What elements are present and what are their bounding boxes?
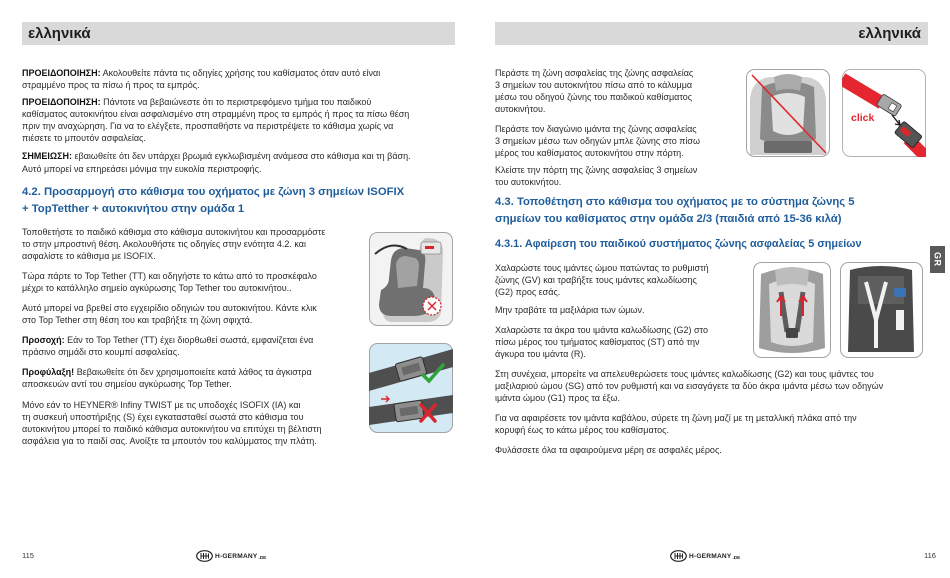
final-note-paragraph bbox=[22, 399, 321, 447]
language-tab-label: GR bbox=[932, 252, 943, 267]
section-heading-4-3 bbox=[495, 194, 855, 228]
text-line: Αυτό μπορεί να βρεθεί στο εγχειρίδιο οδηγιών του αυτοκινήτου. Κάντε κλικ bbox=[22, 303, 317, 313]
step-store bbox=[495, 444, 722, 456]
language-tab bbox=[930, 246, 945, 273]
step-loosen bbox=[495, 262, 709, 298]
left-page-language-title: ελληνικά bbox=[28, 25, 91, 42]
logo-emblem-icon bbox=[196, 550, 213, 562]
text-line: του αυτοκινήτου. bbox=[495, 177, 562, 187]
step-top-tether bbox=[22, 270, 317, 294]
step-release bbox=[495, 368, 883, 404]
text-line: άγκυρα του ιμάντα (R). bbox=[495, 349, 586, 359]
precaution-paragraph bbox=[22, 366, 312, 390]
text-line: αυτοκινήτου μπορεί το παιδικό κάθισμα αυτοκινήτου να επιτύχει τη βέλτιστη bbox=[22, 424, 322, 434]
page-number-right: 116 bbox=[924, 551, 936, 560]
brand-logo-right bbox=[670, 550, 740, 562]
text-line: πιέσετε το μπουτόν ασφαλείας. bbox=[22, 133, 146, 143]
left-page-header-bar bbox=[22, 22, 455, 45]
text-line bbox=[22, 96, 409, 108]
text-line: μέσω του οδηγού ζώνης του παιδικού καθίσματος bbox=[495, 92, 693, 102]
text-line: ασφάλεια για το παιδί σας. Ανοίξτε τα μπουτόν του καλύμματος την πλάτη. bbox=[22, 436, 317, 446]
page-number-left: 115 bbox=[22, 551, 34, 560]
heading-line: 4.2. Προσαρμογή στο κάθισμα του οχήματος με ζώνη 3 σημείων ISOFIX bbox=[22, 186, 405, 198]
section-heading-4-2 bbox=[22, 184, 404, 218]
step-close-buckle bbox=[495, 164, 697, 188]
logo-emblem-icon bbox=[670, 550, 687, 562]
warning-label: ΠΡΟΕΙΔΟΠΟΙΗΣΗ: bbox=[22, 68, 101, 78]
text-line: Χαλαρώστε τους ιμάντες ώμου πατώντας το ρυθμιστή bbox=[495, 263, 709, 273]
step-crotch bbox=[495, 412, 857, 436]
text-line-content: Ακολουθείτε πάντα τις οδηγίες χρήσης του καθίσματος όταν αυτό είναι bbox=[102, 68, 381, 78]
text-line: 3 σημείων μέσω των οδηγών μπλε ζώνης στο πίσω bbox=[495, 136, 700, 146]
illustration-top-tether bbox=[369, 232, 453, 326]
logo-text: H-GERMANY bbox=[215, 552, 258, 560]
text-line: Μόνο εάν το HEYNER® Infiny TWIST με τις υποδοχές ISOFIX (IA) και bbox=[22, 400, 301, 410]
step-loosen-ends bbox=[495, 324, 708, 360]
text-line: Στη συνέχεια, μπορείτε να απελευθερώσετε τους ιμάντες καλωδίωσης (G2) και τους ιμάντες του bbox=[495, 369, 874, 379]
text-line: μέχρι το κατάλληλο σημείο αγκύρωσης Top Tether του αυτοκινήτου.. bbox=[22, 283, 292, 293]
text-line: Κλείστε την πόρτη της ζώνης ασφαλείας 3 σημείων bbox=[495, 165, 698, 175]
text-line: 3 σημείων του αυτοκινήτου πίσω από το κάλυμμα bbox=[495, 80, 693, 90]
logo-text: H-GERMANY bbox=[689, 552, 732, 560]
heading-line: + TopTetther + αυτοκινήτου στην ομάδα 1 bbox=[22, 203, 245, 215]
text-line: Τώρα πάρτε το Top Tether (TT) και οδηγήστε το κάτω από το προσκέφαλο bbox=[22, 271, 317, 281]
logo-suffix: .DE bbox=[258, 554, 267, 560]
text-line-content: εβαιωθείτε ότι δεν υπάρχει βρωμιά εγκλωβισμένη ανάμεσα στο κάθισμα και τη βάση. bbox=[74, 151, 411, 161]
text-line: Μην τραβάτε τα μαξιλάρια των ώμων. bbox=[495, 305, 645, 315]
text-line: ιμάντα ώμου (G1) προς τα έξω. bbox=[495, 393, 621, 403]
note-paragraph bbox=[22, 150, 411, 175]
step-anchor bbox=[22, 302, 317, 326]
text-line: αποσκευών αντί του σημείου αγκύρωσης Top Tether. bbox=[22, 379, 232, 389]
text-line bbox=[22, 150, 411, 163]
right-page-header-bar bbox=[495, 22, 928, 45]
illustration-seat-belt-routing bbox=[746, 69, 830, 157]
text-line: Αυτό μπορεί να επηρεάσει μόνιμα την ευκολία περιστροφής. bbox=[22, 163, 262, 174]
illustration-harness-loosen bbox=[753, 262, 831, 358]
text-line-content: Βεβαιωθείτε ότι δεν χρησιμοποιείτε κατά λάθος τα άγκιστρα bbox=[76, 367, 312, 377]
text-line: Χαλαρώστε τα άκρα του ιμάντα καλωδίωσης (G2) στο bbox=[495, 325, 708, 335]
text-line: ασφαλίστε το κάθισμα με ISOFIX. bbox=[22, 251, 156, 261]
text-line: Τοποθετήστε το παιδικό κάθισμα στο κάθισμα αυτοκινήτου και προσαρμόστε bbox=[22, 227, 326, 237]
right-page-language-title: ελληνικά bbox=[858, 25, 921, 42]
click-label: click bbox=[851, 112, 875, 124]
warning-label: ΠΡΟΕΙΔΟΠΟΙΗΣΗ: bbox=[22, 97, 101, 107]
illustration-belt-indicator bbox=[369, 343, 453, 433]
text-line-content: Εάν το Top Tether (TT) έχει διορθωθεί σωστά, εμφανίζεται ένα bbox=[67, 335, 314, 345]
text-line: καθίσματος αυτοκινήτου είναι ασφαλισμένο στη στραμμένη προς τα εμπρός ή προς τα πίσω θέση bbox=[22, 109, 410, 119]
text-line bbox=[22, 67, 380, 79]
text-line: στο Top Tether στη θέση του και τραβήξτε τη ζώνη σφιχτά. bbox=[22, 315, 253, 325]
text-line: Περάστε τον διαγώνιο ιμάντα της ζώνης ασφαλείας bbox=[495, 124, 697, 134]
heading-line: 4.3.1. Αφαίρεση του παιδικού συστήματος ζώνης ασφαλείας 5 σημείων bbox=[495, 238, 862, 250]
illustration-belt-click bbox=[842, 69, 926, 157]
text-line: πράσινο σημάδι στο κουμπί ασφαλείας. bbox=[22, 347, 180, 357]
step-route-lap-belt bbox=[495, 67, 693, 115]
brand-logo-left bbox=[196, 550, 266, 562]
caution-paragraph bbox=[22, 334, 313, 358]
text-line: Φυλάσσετε όλα τα αφαιρούμενα μέρη σε ασφαλές μέρος. bbox=[495, 445, 722, 455]
illustration-harness-back bbox=[840, 262, 923, 358]
heading-line: σημείων του καθίσματος στην ομάδα 2/3 (παιδιά από 15-36 κιλά) bbox=[495, 213, 842, 225]
step-place-seat bbox=[22, 226, 325, 262]
warning-paragraph-2 bbox=[22, 96, 409, 144]
text-line: μαξιλαριού ώμου (SG) από τον ρυθμιστή και να εισαγάγετε τα δύο άκρα ιμάντα μέσω των οδηγών bbox=[495, 381, 884, 391]
precaution-label: Προφύλαξη! bbox=[22, 367, 75, 377]
caution-label: Προσοχή: bbox=[22, 335, 65, 345]
subsection-heading-4-3-1 bbox=[495, 237, 862, 251]
text-line: μέρος του καθίσματος αυτοκινήτου στην πόρτη. bbox=[495, 148, 684, 158]
heading-line: 4.3. Τοποθέτηση στο κάθισμα του οχήματος με το σύστημα ζώνης 5 bbox=[495, 196, 855, 208]
text-line: το στην μπροστινή θέση. Ακολουθήστε τις οδηγίες στην ενότητα 4.2. και bbox=[22, 239, 306, 249]
text-line: (G2) προς εσάς. bbox=[495, 287, 561, 297]
text-line: στραμμένο προς τα πίσω ή προς τα εμπρός. bbox=[22, 80, 200, 90]
step-route-diagonal bbox=[495, 123, 700, 159]
text-line: κορυφή έως το κάτω μέρος του καθίσματος. bbox=[495, 425, 669, 435]
text-line: τη συσκευή υποστήριξης (S) έχει εγκατασταθεί σωστά στο κάθισμα του bbox=[22, 412, 304, 422]
warning-paragraph-1 bbox=[22, 67, 380, 91]
text-line: Περάστε τη ζώνη ασφαλείας της ζώνης ασφαλείας bbox=[495, 68, 694, 78]
text-line: Για να αφαιρέσετε τον ιμάντα καβάλου, σύρετε τη ζώνη μαζί με τη μεταλλική πλάκα από την bbox=[495, 413, 857, 423]
step-no-pull bbox=[495, 304, 644, 316]
text-line bbox=[22, 334, 313, 346]
text-line-content: Πάντοτε να βεβαιώνεστε ότι το περιστρεφόμενο τμήμα του παιδικού bbox=[103, 97, 372, 107]
text-line: πίσω μέρος του τμήματος καθίσματος (ST) από την bbox=[495, 337, 700, 347]
text-line: αυτοκινήτου. bbox=[495, 104, 546, 114]
logo-suffix: .DE bbox=[732, 554, 741, 560]
text-line: πριν την αναχώρηση. Για να το ελέγξετε, προσπαθήστε να περιστρέψετε το κάθισμα χωρίς να bbox=[22, 121, 394, 131]
note-label: ΣΗΜΕΙΩΣΗ: bbox=[22, 151, 73, 161]
text-line: ζώνης (GV) και τραβήξτε τους ιμάντες καλωδίωσης bbox=[495, 275, 697, 285]
text-line bbox=[22, 366, 312, 378]
